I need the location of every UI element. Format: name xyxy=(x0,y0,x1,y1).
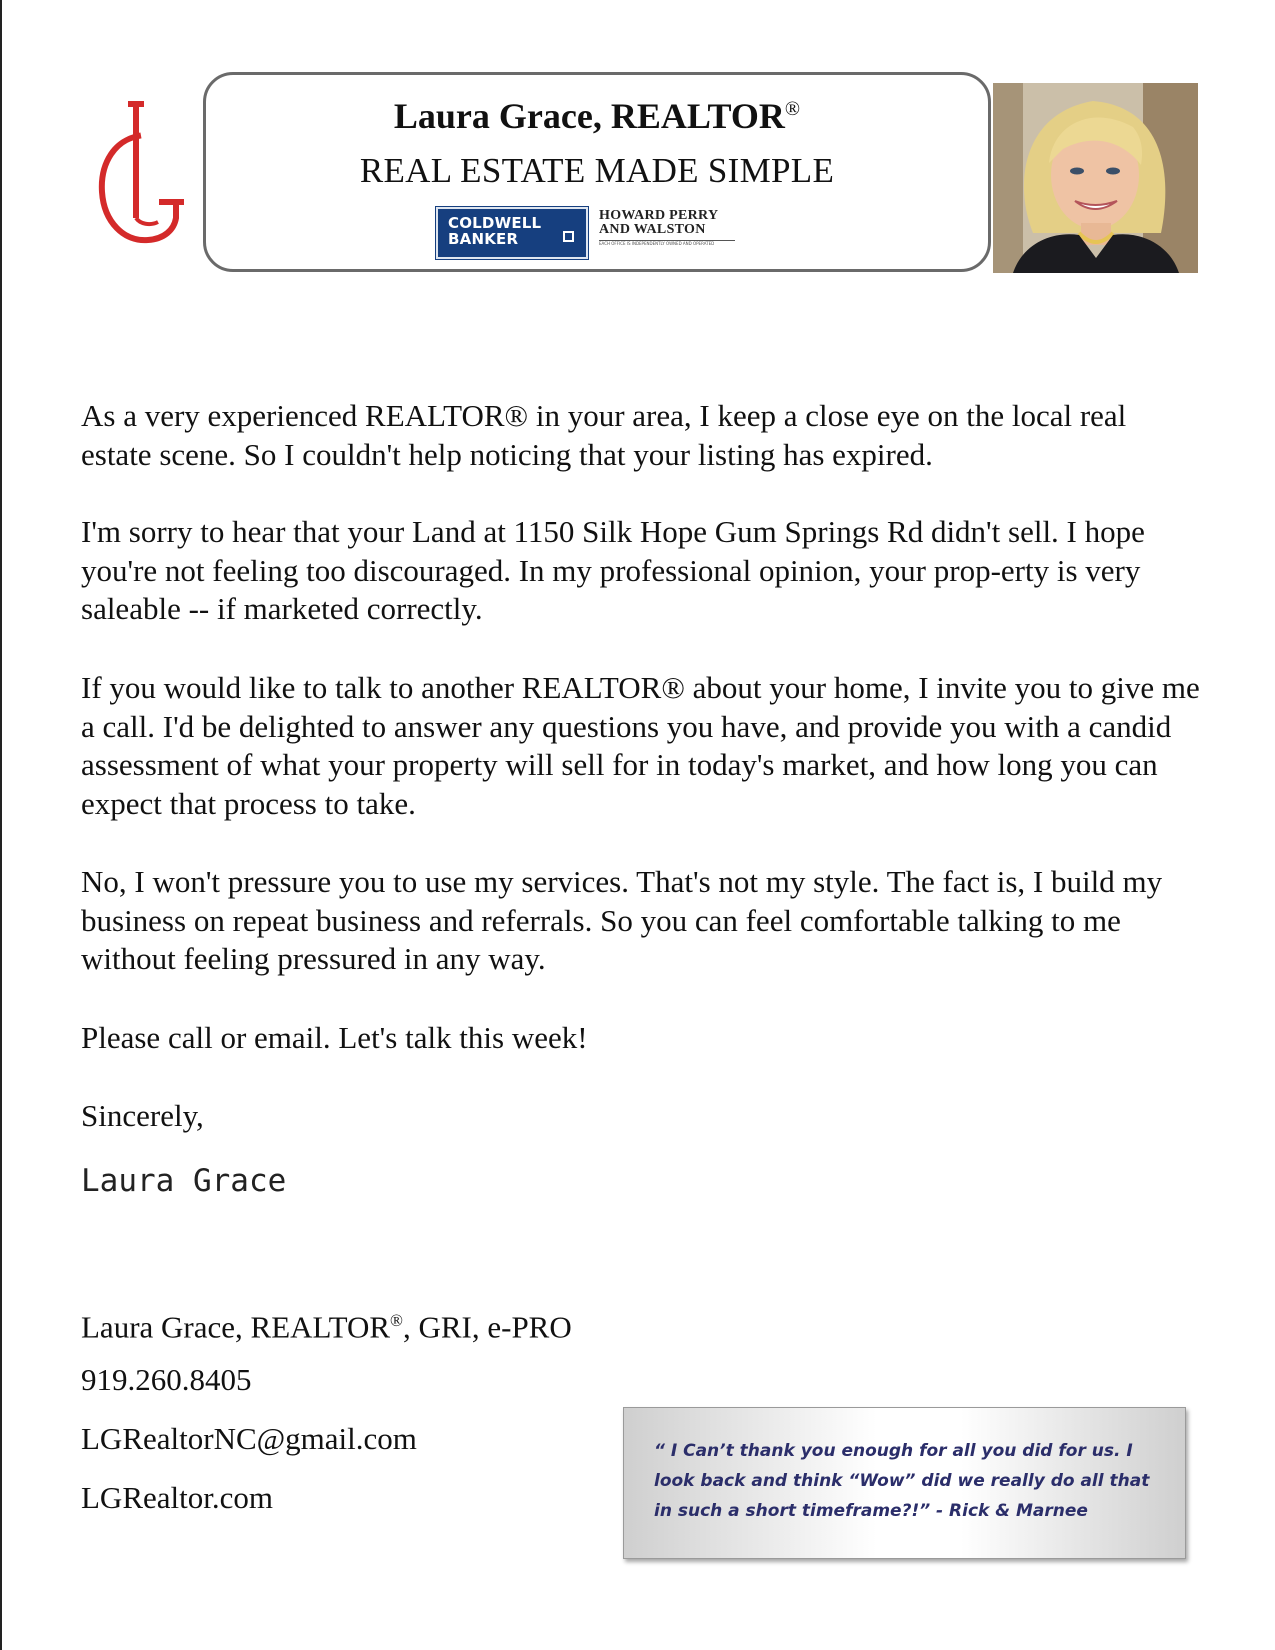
registered-mark: ® xyxy=(784,98,801,120)
affiliate-fine-print: EACH OFFICE IS INDEPENDENTLY OWNED AND OPERATED xyxy=(599,241,715,246)
letter-paragraph-1: As a very experienced REALTOR® in your area, I keep a close eye on the local real estate scene. So I couldn't help noticing that your listing has expired. xyxy=(81,398,1127,472)
cb-badge-icon xyxy=(563,231,574,242)
contact-credentials: , GRI, e-PRO xyxy=(402,1309,572,1345)
cb-logo-line1: COLDWELL xyxy=(448,214,542,232)
lg-monogram-logo xyxy=(98,100,184,250)
contact-phone: 919.260.8405 xyxy=(81,1362,252,1397)
agent-name-text: Laura Grace, REALTOR xyxy=(393,96,785,136)
contact-name: Laura Grace, REALTOR xyxy=(81,1309,391,1345)
contact-registered-mark: ® xyxy=(390,1311,403,1330)
letter-signature: Laura Grace xyxy=(81,1163,287,1199)
contact-website-link[interactable]: LGRealtor.com xyxy=(81,1480,273,1515)
agent-name-heading xyxy=(206,95,988,137)
tagline: REAL ESTATE MADE SIMPLE xyxy=(359,151,835,190)
cb-logo-line2: BANKER xyxy=(448,230,519,248)
page-left-border xyxy=(0,0,2,1650)
contact-email-link[interactable]: LGRealtorNC@gmail.com xyxy=(81,1421,417,1456)
testimonial-quote: “ I Can’t thank you enough for all you did for us. I look back and think “Wow” did we really do all that in such a short timeframe?!” - Rick & Marnee xyxy=(654,1441,1150,1521)
letterhead-banner xyxy=(203,72,991,272)
letter-paragraph-5: Please call or email. Let's talk this week! xyxy=(81,1020,588,1055)
letter-paragraph-4: No, I won't pressure you to use my services. That's not my style. The fact is, I build my business on repeat business and referrals. So you can feel comfortable talking to me without feeling pressured in any way. xyxy=(81,864,1163,976)
letter-paragraph-3: If you would like to talk to another REALTOR® about your home, I invite you to give me a call. I'd be delighted to answer any questions you have, and provide you with a candid assessment of what your property will sell for in today's market, and how long you can expect that process to take. xyxy=(81,670,1200,821)
affiliate-line2: AND WALSTON xyxy=(599,222,706,237)
testimonial-box xyxy=(623,1407,1186,1559)
letter-paragraph-2: I'm sorry to hear that your Land at 1150 Silk Hope Gum Springs Rd didn't sell. I hope you're not feeling too discouraged. In my professional opinion, your prop-erty is very saleable -- if marketed correctly. xyxy=(81,514,1145,626)
affiliate-line1: HOWARD PERRY xyxy=(599,208,719,223)
contact-name-line xyxy=(81,1302,572,1346)
coldwell-banker-logo xyxy=(436,207,588,259)
howard-perry-walston-logo xyxy=(599,209,739,247)
agent-portrait-photo xyxy=(993,83,1198,273)
letter-closing: Sincerely, xyxy=(81,1098,204,1133)
portrait-illustration xyxy=(993,83,1198,273)
